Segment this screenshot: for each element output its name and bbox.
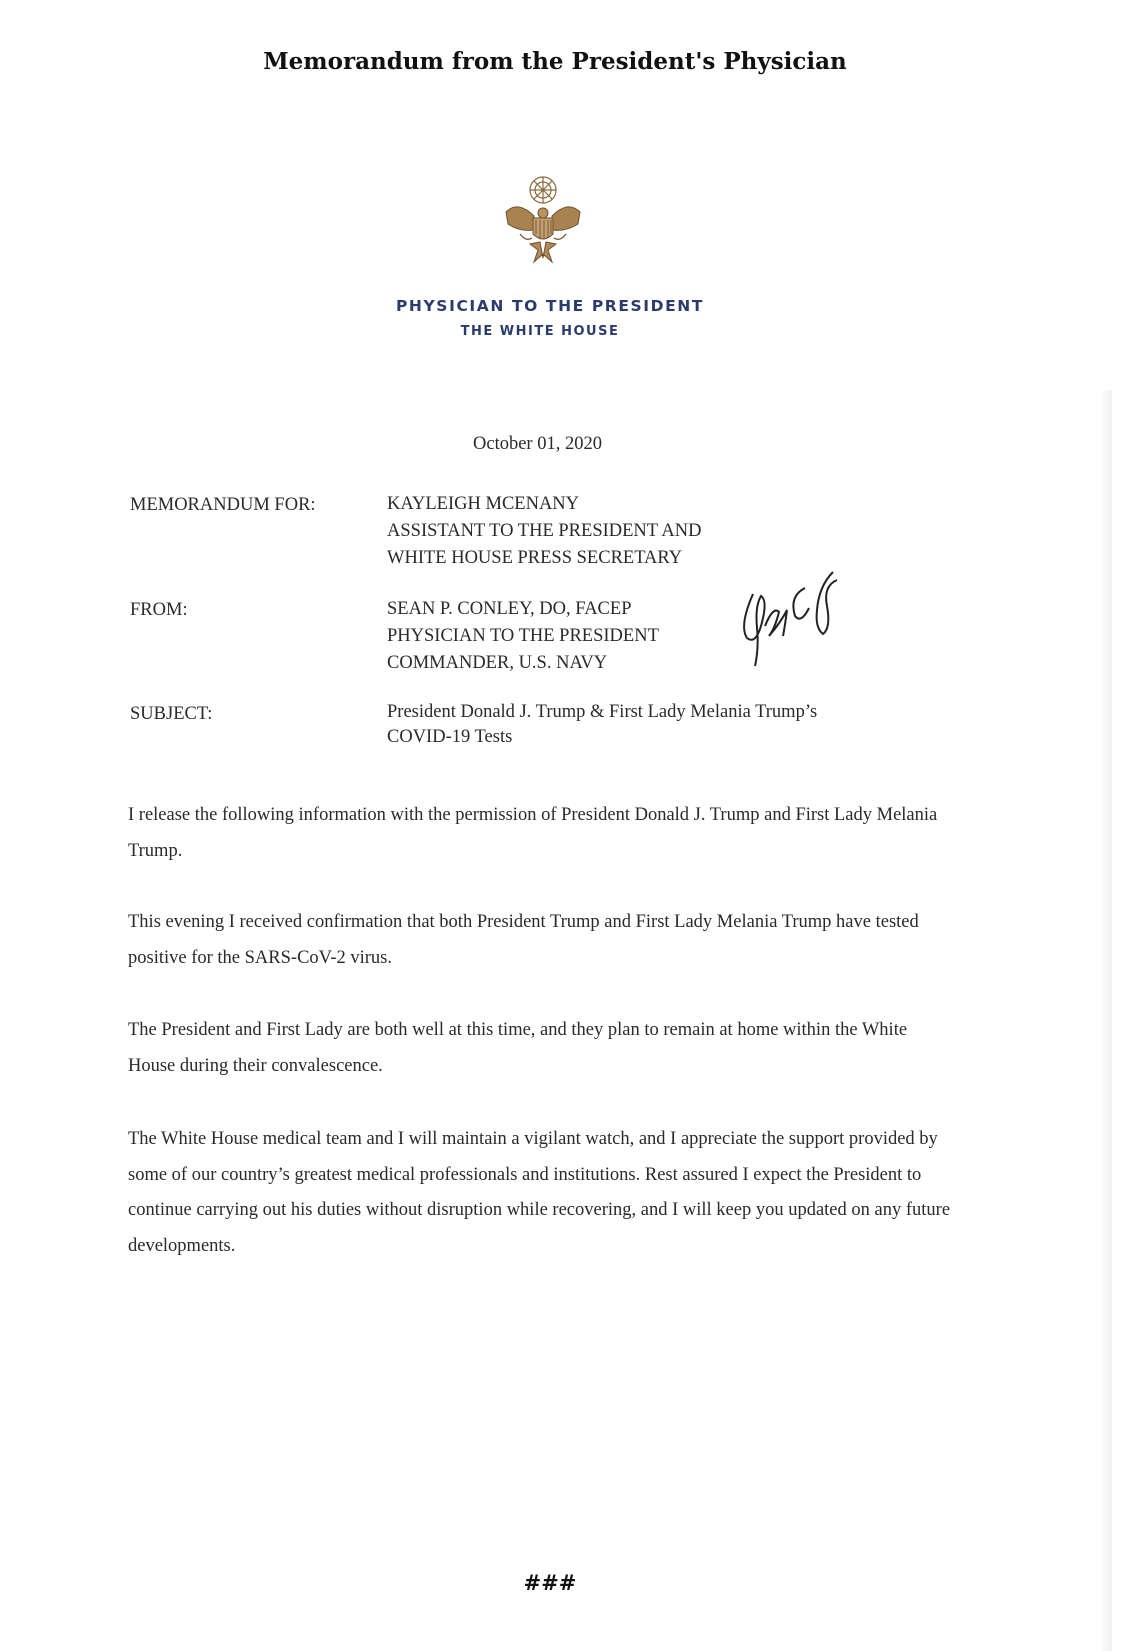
- body-paragraph: The President and First Lady are both well at this time, and they plan to remain at home within the White House during their convalescence.: [128, 1020, 908, 1076]
- memorandum-for-label: MEMORANDUM FOR:: [130, 495, 316, 515]
- sender-line: SEAN P. CONLEY, DO, FACEP: [387, 599, 632, 619]
- memorandum-for-recipient: [387, 491, 701, 572]
- sender-line: COMMANDER, U.S. NAVY: [387, 653, 608, 673]
- body-paragraph: The White House medical team and I will maintain a vigilant watch, and I appreciate the support provided by some of our country’s greatest medical professionals and institutions. Rest assured I expect the President to continue carrying out his duties without disruption while recovering, and I will keep you updated on any future developments.: [128, 1129, 951, 1256]
- memo-date: October 01, 2020: [473, 434, 602, 454]
- letterhead-title: PHYSICIAN TO THE PRESIDENT: [395, 297, 705, 315]
- body-paragraph: I release the following information with the permission of President Donald J. Trump and First Lady Melania Trump.: [128, 805, 938, 861]
- subject-line: President Donald J. Trump & First Lady Melania Trump’s: [387, 702, 818, 722]
- subject-label: SUBJECT:: [130, 704, 213, 724]
- subject-line: COVID-19 Tests: [387, 727, 513, 747]
- sender-line: PHYSICIAN TO THE PRESIDENT: [387, 626, 659, 646]
- recipient-line: KAYLEIGH MCENANY: [387, 494, 580, 514]
- subject-text: [387, 700, 817, 750]
- scanned-page-edge: [1100, 390, 1112, 1651]
- body-paragraph: This evening I received confirmation that both President Trump and First Lady Melania Trump have tested positive for the SARS-CoV-2 virus.: [128, 912, 919, 968]
- presidential-seal-icon: [500, 172, 586, 268]
- from-sender: [387, 596, 659, 677]
- signature-icon: [735, 566, 845, 674]
- end-mark: ###: [523, 1570, 577, 1595]
- letterhead-subtitle: THE WHITE HOUSE: [460, 324, 620, 339]
- recipient-line: WHITE HOUSE PRESS SECRETARY: [387, 548, 683, 568]
- page-title: Memorandum from the President's Physician: [263, 48, 847, 75]
- recipient-line: ASSISTANT TO THE PRESIDENT AND: [387, 521, 702, 541]
- from-label: FROM:: [130, 600, 188, 620]
